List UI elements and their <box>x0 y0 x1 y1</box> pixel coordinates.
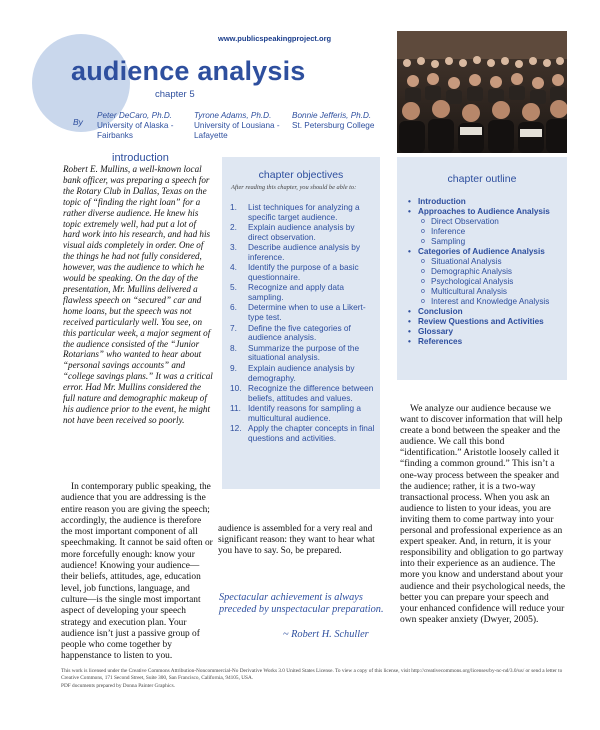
objectives-list <box>230 203 376 444</box>
objective-item <box>230 223 376 243</box>
objective-item <box>230 203 376 223</box>
introduction-heading: introduction <box>112 152 169 164</box>
outline-subsection: o Demographic Analysis <box>407 267 563 277</box>
author-2 <box>194 111 290 141</box>
objective-item <box>230 364 376 384</box>
outline-section: • Review Questions and Activities <box>407 317 563 327</box>
objective-item <box>230 243 376 263</box>
objective-text: Apply the chapter concepts in final questions and activities. <box>248 423 375 443</box>
objective-item <box>230 263 376 283</box>
author-affiliation: University of Lousiana - Lafayette <box>194 121 280 140</box>
right-paragraph: We analyze our audience because we want to discover information that will help create a bond between the speaker and the audience. We call this bond “identification.” Aristotle loosely called it “finding a common ground.” This isn’t a one-way process between the speaker and the audience; rather, it is a two-way transactional process. When you ask an audience to listen to your ideas, you are inviting them to come partway into your personal and professional experience as an expert speaker. And, in return, it is your responsibility and obligation to go partway into their experience as an audience. The more you know and understand about your audience and their psychological needs, the better you can prepare your speech and your enhanced confidence will reduce your own speaker anxiety (Dwyer, 2005). <box>400 404 566 625</box>
objective-text: Identify the purpose of a basic questionnaire. <box>248 262 359 283</box>
pdf-credit: PDF documents prepared by Donna Painter Graphics. <box>61 682 176 689</box>
outline-subsection: o Interest and Knowledge Analysis <box>407 297 563 307</box>
author-affiliation: University of Alaska - Fairbanks <box>97 121 174 140</box>
outline-section: • Introduction <box>407 197 563 207</box>
objective-number: 10. <box>230 382 242 393</box>
objective-text: Recognize the difference between beliefs, attitudes and values. <box>248 382 374 403</box>
outline-subsection: o Inference <box>407 227 563 237</box>
objective-number: 9. <box>230 362 237 373</box>
objective-text: Explain audience analysis by direct observation. <box>248 222 355 242</box>
objective-item <box>230 324 376 344</box>
outline-section: • Glossary <box>407 327 563 337</box>
author-name: Tyrone Adams, Ph.D. <box>194 111 272 120</box>
objective-item <box>230 424 376 444</box>
objective-number: 7. <box>230 322 237 333</box>
outline-subsection: o Multicultural Analysis <box>407 287 563 297</box>
objective-text: Define the five categories of audience analysis. <box>248 322 351 343</box>
by-label: By <box>73 117 83 127</box>
author-1 <box>97 111 183 141</box>
author-affiliation: St. Petersburg College <box>292 121 375 130</box>
objective-number: 11. <box>230 402 241 413</box>
objective-number: 3. <box>230 242 237 253</box>
outline-section: • Conclusion <box>407 307 563 317</box>
audience-photo <box>397 31 567 153</box>
outline-subsection: o Psychological Analysis <box>407 277 563 287</box>
outline-section: • Categories of Audience Analysis <box>407 247 563 257</box>
pull-quote: Spectacular achievement is always preceded by unspectacular preparation. <box>219 592 384 615</box>
introduction-paragraph: In contemporary public speaking, the audience that you are addressing is the entire reason you are giving the speech; accordingly, the audience is therefore the most important component of all speechmaking. It cannot be said often or more forcefully enough: know your audience! Knowing your audience—their beliefs, attitudes, age, education level, job functions, language, and culture—is the single most important aspect of developing your speech strategy and execution plan. Your audience isn’t just a passive group of people who come together by happenstance to listen to you. <box>61 482 213 662</box>
outline-subsection: o Situational Analysis <box>407 257 563 267</box>
license-footer <box>61 668 571 690</box>
page-title: audience analysis <box>71 56 306 86</box>
chapter-number: chapter 5 <box>155 89 195 100</box>
objective-number: 6. <box>230 302 237 313</box>
objective-number: 5. <box>230 282 237 293</box>
outline-section: • Approaches to Audience Analysis <box>407 207 563 217</box>
objective-text: Describe audience analysis by inference. <box>248 242 361 262</box>
objective-text: Determine when to use a Likert-type test. <box>248 302 366 323</box>
outline-list <box>407 197 563 347</box>
objective-item <box>230 344 376 364</box>
objective-number: 1. <box>230 202 237 212</box>
objective-item <box>230 404 376 424</box>
introduction-story: Robert E. Mullins, a well-known local bank officer, was preparing a speech for the Rotary Club in Dallas, Texas on the topic of “finding the right loan” for a rather diverse audience. He knew his topic extremely well, had put a lot of hard work into his research, and had his visual aids completely in order. One of the things he had not fully considered, however, was the audience to which he would be speaking. On the day of the presentation, Mr. Mullins delivered a flawless speech on “secured” car and home loans, but the speech was not received particularly well. You see, on this particular week, a major segment of the audience consisted of the “Junior Rotarians” who wanted to hear about “personal savings accounts” and “college savings plans.” It was a critical error. Had Mr. Mullins considered the full nature and demographic makeup of his audience prior to the event, he might not have been received so poorly. <box>63 164 213 425</box>
objective-number: 8. <box>230 342 237 353</box>
objective-item <box>230 283 376 303</box>
objective-item <box>230 384 376 404</box>
objective-number: 12. <box>230 423 242 434</box>
outline-heading: chapter outline <box>447 173 517 185</box>
outline-section: • References <box>407 337 563 347</box>
license-text: This work is licensed under the Creative Commons Attribution-Noncommercial-No Derivative Works 3.0 United States License. To view a copy of this license, visit http://creativecommons.org/licenses/by-nc-nd/3.0/us/ or send a letter to Creative Commons, 171 Second Street, Suite 300, San Francisco, California, 94105, USA. <box>61 668 563 682</box>
author-3 <box>292 111 374 131</box>
outline-subsection: o Direct Observation <box>407 217 563 227</box>
objective-text: Recognize and apply data sampling. <box>248 282 344 303</box>
author-name: Bonnie Jefferis, Ph.D. <box>292 111 372 120</box>
website-url[interactable]: www.publicspeakingproject.org <box>218 34 332 43</box>
objectives-intro: After reading this chapter, you should be able to: <box>231 184 357 191</box>
objective-number: 2. <box>230 222 237 233</box>
middle-paragraph: audience is assembled for a very real and significant reason: they want to hear what you have to say. So, be prepared. <box>218 524 375 557</box>
objective-item <box>230 303 376 323</box>
objective-text: Summarize the purpose of the situational analysis. <box>248 342 360 363</box>
objectives-heading: chapter objectives <box>258 169 344 181</box>
objective-text: List techniques for analyzing a specific target audience. <box>248 202 360 222</box>
objective-text: Explain audience analysis by demography. <box>248 362 355 383</box>
author-name: Peter DeCaro, Ph.D. <box>97 111 173 120</box>
objective-number: 4. <box>230 262 237 273</box>
quote-author: ~ Robert H. Schuller <box>283 629 369 640</box>
objective-text: Identify reasons for sampling a multicultural audience. <box>248 402 361 423</box>
outline-subsection: o Sampling <box>407 237 563 247</box>
